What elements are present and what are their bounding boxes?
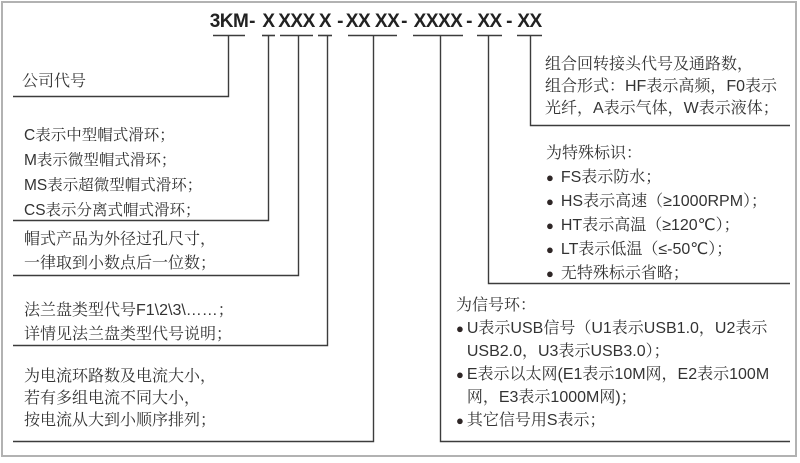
note-line: 法兰盘类型代号F1\2\3\……；: [24, 302, 234, 319]
note-line: 组合回转接头代号及通路数，: [545, 56, 754, 73]
bullet-icon: ●: [456, 413, 464, 428]
bullet-icon: ●: [456, 321, 464, 336]
model-segment-flange: X: [318, 11, 332, 32]
model-segment-size: XXX: [278, 11, 315, 32]
signal-ring-note: [456, 294, 790, 432]
note-line: M表示微型帽式滑环；: [24, 152, 177, 169]
note-line: 公司代号: [22, 73, 87, 90]
bullet-icon: ●: [546, 194, 554, 209]
note-line: C表示中型帽式滑环；: [24, 127, 175, 144]
model-separator: -: [337, 11, 343, 32]
model-separator: -: [249, 11, 255, 32]
note-line: 帽式产品为外径过孔尺寸，: [24, 231, 217, 248]
bullet-icon: ●: [546, 170, 554, 185]
list-item-text: LT表示低温（≤-50℃）；: [560, 241, 733, 258]
model-segment-joint: XX: [517, 11, 542, 32]
model-segment-prefix: 3KM: [209, 11, 249, 32]
note-line: 组合形式：HF表示高频，F0表示: [545, 78, 778, 95]
list-item-text: FS表示防水；: [560, 169, 662, 186]
bullet-icon: ●: [546, 218, 554, 233]
list-item: [546, 190, 767, 214]
model-separator: -: [506, 11, 512, 32]
list-item-text: HS表示高速（≥1000RPM）；: [560, 193, 768, 210]
note-line: MS表示超微型帽式滑环；: [24, 177, 203, 194]
list-item-text: HT表示高温（≥120℃）；: [560, 217, 740, 234]
model-separator: -: [401, 11, 407, 32]
rotary-joint-note: [545, 54, 779, 120]
note-line: 若有多组电流不同大小，: [24, 390, 201, 407]
bullet-icon: ●: [546, 242, 554, 257]
list-item: [546, 262, 767, 286]
note-line: 为电流环路数及电流大小，: [24, 368, 217, 385]
list-item: [546, 238, 767, 262]
note-line: 一律取到小数点后一位数；: [24, 255, 217, 272]
note-line: 详情见法兰盘类型代号说明；: [24, 326, 233, 343]
list-item-text: E表示以太网(E1表示10M网，E2表示100M网，E3表示1000M网)；: [466, 366, 770, 406]
model-separator: -: [466, 11, 472, 32]
bullet-icon: ●: [456, 367, 464, 382]
list-item: [456, 409, 790, 432]
model-segment-current: XX XX: [345, 11, 400, 32]
model-segment-signal: XXXX: [413, 11, 463, 32]
note-header: 为信号环：: [456, 297, 537, 314]
bullet-icon: ●: [546, 266, 554, 281]
list-item: [546, 214, 767, 238]
special-marks-note: [546, 142, 767, 286]
model-segment-special: XX: [477, 11, 502, 32]
list-item: [456, 363, 790, 409]
note-line: 按电流从大到小顺序排列；: [24, 412, 217, 429]
list-item: [546, 166, 767, 190]
list-item-text: U表示USB信号（U1表示USB1.0，U2表示USB2.0，U3表示USB3.0）；: [466, 320, 768, 360]
list-item: [456, 317, 790, 363]
note-line: 光纤，A表示气体，W表示液体；: [545, 100, 779, 117]
note-line: CS表示分离式帽式滑环；: [24, 202, 201, 219]
cap-size-note: [24, 228, 216, 276]
model-segment-type: X: [262, 11, 275, 32]
current-rings-note: [24, 366, 216, 432]
cap-type-note: [24, 123, 202, 223]
note-header: 为特殊标识：: [546, 145, 643, 162]
list-item-text: 其它信号用S表示；: [466, 412, 606, 429]
flange-type-note: [24, 299, 234, 347]
company-code-note: [22, 70, 86, 94]
list-item-text: 无特殊标示省略；: [560, 265, 689, 282]
